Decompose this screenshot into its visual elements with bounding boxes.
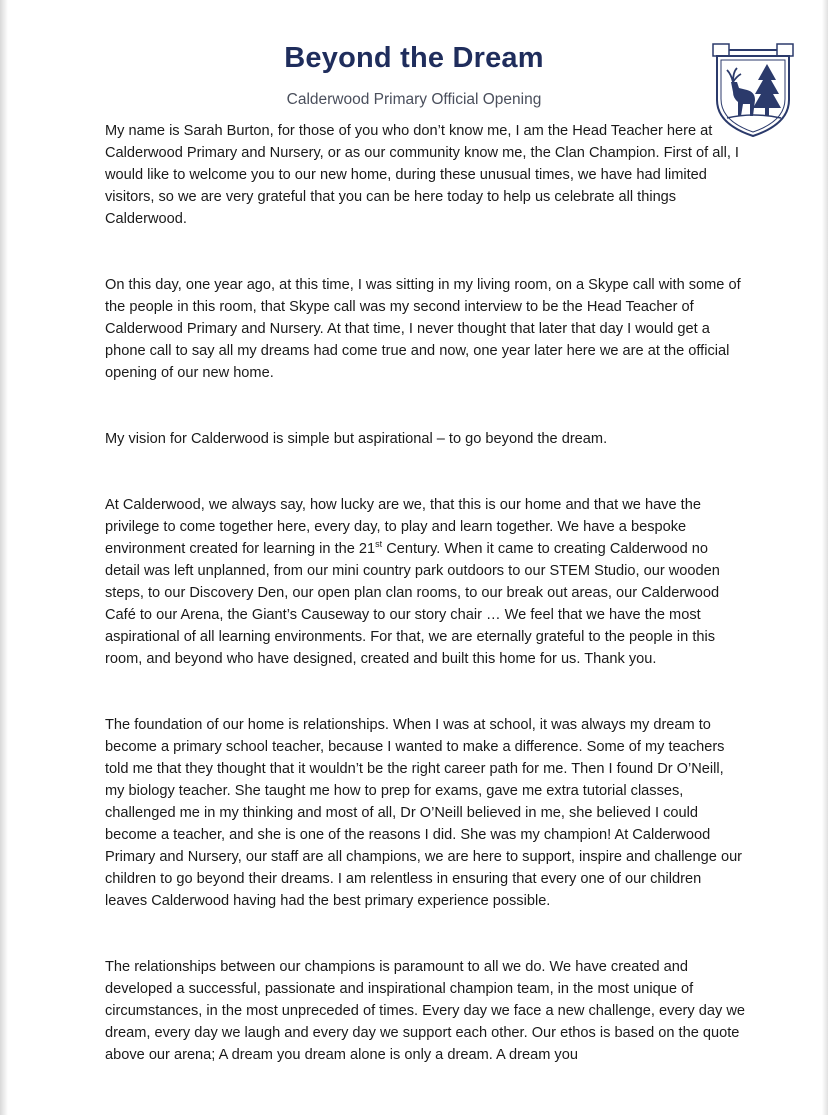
paragraph-one-year-ago: On this day, one year ago, at this time, I was sitting in my living room, on a Skype call with some of the people in this room, that Skype call was my second interview to be the Head Teacher of Calderwood Primary and Nursery. At that time, I never thought that later that day I would get a phone call to say all my dreams had come true and now, one year later here we are at the official opening of our new home.	[105, 277, 741, 381]
paragraph-environment-part2: Century. When it came to creating Calderwood no detail was left unplanned, from our mini country park outdoors to our STEM Studio, our wooden steps, to our Discovery Den, our open plan clan rooms, to our break out areas, our Calderwood Café to our Arena, the Giant’s Causeway to our story chair … We feel that we have the most aspirational of all learning environments. For that, we are eternally grateful to the people in this room, and beyond who have designed, created and built this home for us. Thank you.	[105, 541, 720, 667]
document-title: Beyond the Dream	[284, 42, 544, 74]
document-subtitle: Calderwood Primary Official Opening	[286, 91, 542, 108]
paragraph-champions: The relationships between our champions is paramount to all we do. We have created and developed a successful, passionate and inspirational champion team, in the most unique of circumstances, in the most unpreceded of times. Every day we face a new challenge, every day we dream, every day we laugh and every day we support each other. Our ethos is based on the quote above our arena; A dream you dream alone is only a dream. A dream you	[105, 959, 746, 1063]
page-edge-left	[0, 0, 8, 1115]
paragraph-vision: My vision for Calderwood is simple but aspirational – to go beyond the dream.	[105, 431, 608, 447]
paragraph-intro: My name is Sarah Burton, for those of you who don’t know me, I am the Head Teacher here at Calderwood Primary and Nursery, or as our community know me, the Clan Champion. First of all, I would like to welcome you to our new home, during these unusual times, we have had limited visitors, so we are very grateful that you can be here today to help us celebrate all things Calderwood.	[105, 123, 739, 227]
paragraph-relationships: The foundation of our home is relationships. When I was at school, it was always my dream to become a primary school teacher, because I wanted to make a difference. Some of my teachers told me that they thought that it wouldn’t be the right career path for me. Then I found Dr O’Neill, my biology teacher. She taught me how to prep for exams, gave me extra tutorial classes, challenged me in my thinking and most of all, Dr O’Neill believed in me, she believed I could become a teacher, and she is one of the reasons I did. She was my champion! At Calderwood Primary and Nursery, our staff are all champions, we are here to support, inspire and challenge our children to go beyond their dreams. I am relentless in ensuring that every one of our children leaves Calderwood having had the best primary experience possible.	[105, 717, 743, 909]
page-edge-right	[822, 0, 828, 1115]
paragraph-environment-part1: At Calderwood, we always say, how lucky are we, that this is our home and that we have the privilege to come together here, every day, to play and learn together. We have a bespoke environment created for learning in the 21	[105, 497, 701, 557]
ordinal-suffix: st	[375, 539, 383, 550]
paragraph-environment	[105, 494, 745, 670]
letter-body	[105, 120, 745, 1110]
